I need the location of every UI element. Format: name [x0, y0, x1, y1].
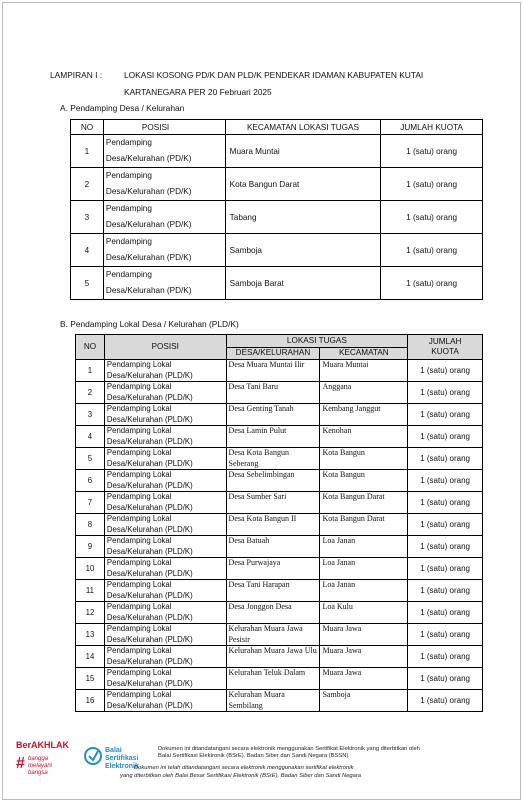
posisi-line1: Pendamping Lokal: [106, 470, 172, 479]
svg-text:bangsa: bangsa: [28, 770, 48, 776]
row-posisi: [104, 514, 226, 536]
row-posisi: [104, 492, 226, 514]
footer-italic-line2: yang diterbitkan oleh Balai Besar Sertifikasi Elektronik (BSrE), Badan Siber dan Sandi Negara: [120, 772, 362, 779]
row-posisi: [103, 168, 225, 201]
row-posisi: [104, 690, 226, 712]
row-no: 4: [71, 234, 104, 267]
row-posisi: [103, 267, 225, 300]
row-kuota: 1 (satu) orang: [408, 690, 483, 712]
row-no: 7: [76, 492, 105, 514]
svg-text:melayani: melayani: [28, 763, 53, 769]
row-no: 10: [76, 558, 105, 580]
posisi-line2: Desa/Kelurahan (PD/K): [105, 220, 192, 229]
col-header-kecamatan: KECAMATAN LOKASI TUGAS: [225, 120, 381, 135]
row-desa: Desa Sumber Sari: [226, 492, 320, 514]
row-no: 11: [76, 580, 105, 602]
table-row: [76, 514, 483, 536]
row-desa: Kelurahan Teluk Dalam: [226, 668, 320, 690]
posisi-line1: Pendamping Lokal: [106, 646, 172, 655]
row-kuota: 1 (satu) orang: [408, 404, 483, 426]
table-row: [76, 382, 483, 404]
posisi-line2: Desa/Kelurahan (PLD/K): [106, 634, 193, 644]
section-a-title: A. Pendamping Desa / Kelurahan: [60, 103, 185, 113]
row-kecamatan: Muara Jawa: [320, 624, 408, 646]
table-row: [71, 168, 483, 201]
row-no: 13: [76, 624, 105, 646]
row-kuota: 1 (satu) orang: [381, 201, 483, 234]
posisi-line2: Desa/Kelurahan (PD/K): [105, 286, 192, 295]
posisi-line2: Desa/Kelurahan (PLD/K): [106, 678, 193, 688]
row-kecamatan: Kembang Janggut: [320, 404, 408, 426]
row-no: 12: [76, 602, 105, 624]
row-no: 15: [76, 668, 105, 690]
row-kuota: 1 (satu) orang: [408, 558, 483, 580]
svg-text:#: #: [16, 755, 25, 772]
posisi-line2: Desa/Kelurahan (PLD/K): [106, 612, 193, 622]
posisi-line2: Desa/Kelurahan (PLD/K): [106, 568, 193, 578]
posisi-line2: Desa/Kelurahan (PLD/K): [106, 458, 193, 468]
row-kuota: 1 (satu) orang: [408, 470, 483, 492]
row-posisi: [103, 201, 225, 234]
row-no: 5: [71, 267, 104, 300]
row-no: 3: [76, 404, 105, 426]
posisi-line1: Pendamping Lokal: [106, 580, 172, 589]
lampiran-label: LAMPIRAN I :: [50, 70, 103, 80]
row-posisi: [104, 448, 226, 470]
row-posisi: [104, 536, 226, 558]
table-pendamping-lokal: [75, 334, 483, 712]
table-row: [76, 360, 483, 382]
col-header-kuota: JUMLAH KUOTA: [381, 120, 483, 135]
berakhlak-logo: [14, 738, 78, 778]
row-kecamatan: Tabang: [225, 201, 381, 234]
row-kecamatan: Kota Bangun Darat: [320, 492, 408, 514]
row-kuota: 1 (satu) orang: [408, 426, 483, 448]
footer-signature-note: [158, 746, 420, 760]
table-row: [76, 492, 483, 514]
row-posisi: [104, 646, 226, 668]
row-kuota: 1 (satu) orang: [408, 536, 483, 558]
table-body: [76, 360, 483, 712]
row-desa: Desa Genting Tanah: [226, 404, 320, 426]
posisi-line1: Pendamping: [105, 270, 152, 279]
posisi-line1: Pendamping: [105, 138, 152, 147]
posisi-line2: Desa/Kelurahan (PLD/K): [106, 392, 193, 402]
posisi-line2: Desa/Kelurahan (PLD/K): [106, 370, 193, 380]
posisi-line1: Pendamping: [105, 237, 152, 246]
row-kuota: 1 (satu) orang: [408, 382, 483, 404]
table-header-row: [71, 120, 483, 135]
row-kuota: 1 (satu) orang: [381, 234, 483, 267]
posisi-line2: Desa/Kelurahan (PLD/K): [106, 502, 193, 512]
row-kuota: 1 (satu) orang: [408, 624, 483, 646]
row-kecamatan: Kenohan: [320, 426, 408, 448]
posisi-line2: Desa/Kelurahan (PLD/K): [106, 436, 193, 446]
row-desa: Desa Muara Muntai Ilir: [226, 360, 320, 382]
row-desa: Kelurahan Muara Jawa Ulu: [226, 646, 320, 668]
posisi-line1: Pendamping: [105, 171, 152, 180]
row-posisi: [104, 558, 226, 580]
row-kuota: 1 (satu) orang: [408, 602, 483, 624]
row-kuota: 1 (satu) orang: [408, 580, 483, 602]
row-posisi: [104, 602, 226, 624]
row-posisi: [104, 470, 226, 492]
row-desa: Desa Sebelimbingan: [226, 470, 320, 492]
posisi-line2: Desa/Kelurahan (PLD/K): [106, 524, 193, 534]
posisi-line1: Pendamping Lokal: [106, 558, 172, 567]
row-kecamatan: Kota Bangun Darat: [320, 514, 408, 536]
document-title-line1: LOKASI KOSONG PD/K DAN PLD/K PENDEKAR IDAMAN KABUPATEN KUTAI: [124, 70, 424, 80]
row-desa: Desa Batuah: [226, 536, 320, 558]
jumlah-label: JUMLAH: [428, 337, 462, 346]
row-kecamatan: Muara Muntai: [320, 360, 408, 382]
posisi-line1: Pendamping Lokal: [106, 668, 172, 677]
row-kecamatan: Samboja Barat: [225, 267, 381, 300]
row-no: 6: [76, 470, 105, 492]
table-row: [76, 668, 483, 690]
row-no: 14: [76, 646, 105, 668]
berakhlak-logo-icon: [14, 738, 78, 778]
section-b-title: B. Pendamping Lokal Desa / Kelurahan (PLD/K): [60, 319, 239, 329]
row-no: 3: [71, 201, 104, 234]
row-posisi: [103, 135, 225, 168]
row-desa: Desa Lamin Pulut: [226, 426, 320, 448]
svg-text:Balai: Balai: [105, 747, 122, 754]
table-pendamping-desa: [70, 119, 483, 300]
row-posisi: [104, 404, 226, 426]
row-desa: Kelurahan Muara Jawa Pesisir: [226, 624, 320, 646]
row-kecamatan: Kota Bangun: [320, 448, 408, 470]
svg-text:BerAKHLAK: BerAKHLAK: [16, 740, 70, 750]
row-no: 9: [76, 536, 105, 558]
row-desa: Desa Tani Harapan: [226, 580, 320, 602]
row-kecamatan: Loa Janan: [320, 580, 408, 602]
footer-line2: Balai Sertifikasi Elektronik (BSrE), Badan Siber dan Sandi Negara (BSSN): [158, 753, 349, 759]
row-kecamatan: Muara Jawa: [320, 668, 408, 690]
col-header-no: NO: [71, 120, 104, 135]
row-posisi: [104, 580, 226, 602]
posisi-line1: Pendamping Lokal: [106, 382, 172, 391]
row-posisi: [104, 426, 226, 448]
row-kecamatan: Loa Kulu: [320, 602, 408, 624]
col-header-posisi: POSISI: [104, 335, 226, 360]
posisi-line2: Desa/Kelurahan (PD/K): [105, 154, 192, 163]
row-kecamatan: Muara Jawa: [320, 646, 408, 668]
row-posisi: [104, 382, 226, 404]
table-row: [76, 580, 483, 602]
posisi-line1: Pendamping Lokal: [106, 426, 172, 435]
posisi-line1: Pendamping: [105, 204, 152, 213]
row-kuota: 1 (satu) orang: [408, 668, 483, 690]
row-kecamatan: Kota Bangun Darat: [225, 168, 381, 201]
posisi-line2: Desa/Kelurahan (PLD/K): [106, 656, 193, 666]
row-kuota: 1 (satu) orang: [408, 492, 483, 514]
col-header-lokasi-tugas: LOKASI TUGAS: [226, 335, 408, 348]
row-kecamatan: Muara Muntai: [225, 135, 381, 168]
svg-text:bangga: bangga: [28, 756, 49, 762]
svg-text:Sertifikasi: Sertifikasi: [105, 755, 139, 762]
svg-text:Elektronik: Elektronik: [105, 763, 139, 770]
table-row: [76, 624, 483, 646]
row-kecamatan: Loa Janan: [320, 536, 408, 558]
footer-italic-note: [120, 765, 361, 780]
table-row: [71, 234, 483, 267]
kuota-label: KUOTA: [431, 347, 459, 356]
row-posisi: [103, 234, 225, 267]
row-kuota: 1 (satu) orang: [381, 135, 483, 168]
row-desa: Desa Purwajaya: [226, 558, 320, 580]
table-row: [76, 558, 483, 580]
row-no: 2: [71, 168, 104, 201]
posisi-line1: Pendamping Lokal: [106, 448, 172, 457]
posisi-line1: Pendamping Lokal: [106, 514, 172, 523]
row-no: 2: [76, 382, 105, 404]
row-kuota: 1 (satu) orang: [381, 168, 483, 201]
row-no: 8: [76, 514, 105, 536]
row-kecamatan: Samboja: [320, 690, 408, 712]
row-no: 4: [76, 426, 105, 448]
posisi-line2: Desa/Kelurahan (PD/K): [105, 253, 192, 262]
posisi-line2: Desa/Kelurahan (PD/K): [105, 187, 192, 196]
posisi-line1: Pendamping Lokal: [106, 404, 172, 413]
posisi-line2: Desa/Kelurahan (PLD/K): [106, 414, 193, 424]
row-kuota: 1 (satu) orang: [408, 514, 483, 536]
table-row: [76, 690, 483, 712]
col-header-no: NO: [76, 335, 105, 360]
table-row: [76, 602, 483, 624]
col-header-jumlah-kuota: [408, 335, 483, 360]
row-desa: Kelurahan Muara Sembilang: [226, 690, 320, 712]
footer-italic-line1: Dokumen ini telah ditandatangani secara elektronik menggunakan sertifikat elektronik: [134, 765, 354, 771]
posisi-line1: Pendamping Lokal: [106, 690, 172, 699]
row-desa: Desa Jonggon Desa: [226, 602, 320, 624]
posisi-line1: Pendamping Lokal: [106, 360, 172, 369]
posisi-line2: Desa/Kelurahan (PLD/K): [106, 700, 193, 710]
table-row: [76, 646, 483, 668]
col-header-posisi: POSISI: [103, 120, 225, 135]
row-desa: Desa Kota Bangun II: [226, 514, 320, 536]
row-no: 16: [76, 690, 105, 712]
posisi-line1: Pendamping Lokal: [106, 624, 172, 633]
table-row: [71, 201, 483, 234]
table-row: [71, 135, 483, 168]
row-kecamatan: Anggana: [320, 382, 408, 404]
row-kecamatan: Samboja: [225, 234, 381, 267]
row-desa: Desa Tani Baru: [226, 382, 320, 404]
col-header-desa: DESA/KELURAHAN: [226, 347, 320, 360]
posisi-line2: Desa/Kelurahan (PLD/K): [106, 590, 193, 600]
table-row: [76, 536, 483, 558]
table-row: [76, 404, 483, 426]
document-title-line2: KARTANEGARA PER 20 Februari 2025: [124, 87, 272, 97]
footer-line1: Dokumen ini ditandatangani secara elektronik menggunakan Sertifikat Elektronik yang diterbitkan oleh: [158, 746, 420, 752]
table-row: [76, 448, 483, 470]
col-header-kecamatan: KECAMATAN: [320, 347, 408, 360]
row-kecamatan: Kota Bangun: [320, 470, 408, 492]
row-kuota: 1 (satu) orang: [381, 267, 483, 300]
posisi-line1: Pendamping Lokal: [106, 536, 172, 545]
row-no: 1: [76, 360, 105, 382]
row-kuota: 1 (satu) orang: [408, 360, 483, 382]
row-kuota: 1 (satu) orang: [408, 646, 483, 668]
posisi-line1: Pendamping Lokal: [106, 602, 172, 611]
row-posisi: [104, 624, 226, 646]
posisi-line1: Pendamping Lokal: [106, 492, 172, 501]
posisi-line2: Desa/Kelurahan (PLD/K): [106, 546, 193, 556]
row-kecamatan: Loa Janan: [320, 558, 408, 580]
table-row: [71, 267, 483, 300]
posisi-line2: Desa/Kelurahan (PLD/K): [106, 480, 193, 490]
table-header-row: [76, 335, 483, 348]
row-posisi: [104, 360, 226, 382]
row-kuota: 1 (satu) orang: [408, 448, 483, 470]
row-posisi: [104, 668, 226, 690]
row-no: 5: [76, 448, 105, 470]
row-desa: Desa Kota Bangun Seberang: [226, 448, 320, 470]
table-row: [76, 470, 483, 492]
row-no: 1: [71, 135, 104, 168]
table-row: [76, 426, 483, 448]
